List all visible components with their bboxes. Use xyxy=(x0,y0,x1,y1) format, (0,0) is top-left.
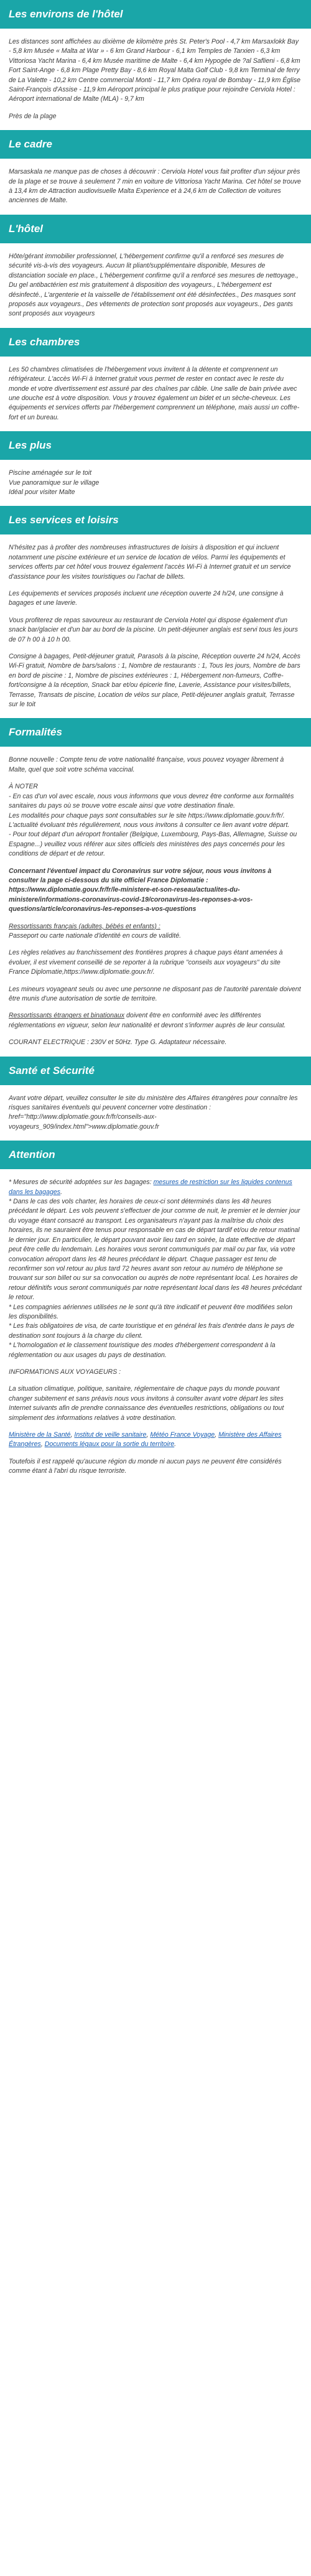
attention-footer: Toutefois il est rappelé qu'aucune région du monde ni aucun pays ne peuvent être considérés comme étant à l'abri du risque terroriste. xyxy=(9,1457,282,1475)
hotel-text: Hôte/gérant immobilier professionnel, L'hébergement confirme qu'il a renforcé ses mesures de sécurité vis-à-vis des voyageurs. Aucun lit pliant/supplémentaire disponible, Mesures de distanciation sociale en place., L'hébergement confirme qu'il a renforcé ses mesures de nettoyage., Du gel antibactérien est mis gratuitement à disposition des voyageurs., L'hébergement est désinfecté., L'argenterie et la vaisselle de l'établissement ont été désinfectées., Des masques sont proposés aux voyageurs., Des vêtements de protection sont proposés aux voyageurs., Des gants sont proposés aux voyageurs xyxy=(9,252,299,318)
section-title-plus: Les plus xyxy=(0,431,311,460)
plus-item: Vue panoramique sur le village xyxy=(9,478,100,487)
section-title-attention: Attention xyxy=(0,1141,311,1169)
formalites-note-1: - En cas d'un vol avec escale, nous vous informons que vous devrez être conforme aux formalités sanitaires du pays où se trouve votre escale ainsi que votre destination finale. xyxy=(9,792,294,810)
attention-bagages-prefix: * Mesures de sécurité adoptées sur les bagages: xyxy=(9,1178,154,1187)
section-hotel xyxy=(0,215,311,319)
section-plus xyxy=(0,431,311,497)
formalites-note-2: Les modalités pour chaque pays sont consultables sur le site https://www.diplomatie.gouv.fr/fr/. L'actualité évoluant très régulièrement, nous vous invitons à consulter ce lien avant votre départ. xyxy=(9,811,290,829)
attention-classification: * L'homologation et le classement touristique des modes d'hébergement correspondent à la réglementation ou aux usages du pays de destination. xyxy=(9,1342,276,1359)
services-text-4: Consigne à bagages, Petit-déjeuner gratuit, Parasols à la piscine, Réception ouverte 24 h/24, Accès Wi-Fi gratuit, Nombre de bars/salons : 1, Nombre de restaurants : 1, Tous les jours, Nombre de bars en bord de piscine : 1, Nombre de piscines extérieures : 1, Hébergement non-fumeurs, Coffre-fort/consigne à la réception, Snack bar et/ou épicerie fine, Laverie, Assistance pour visites/billets, Terrasse, Transats de piscine, Location de vélos sur place, Petit-déjeuner anglais gratuit, Terrasse sur le toit xyxy=(9,653,300,709)
link-meteo-france[interactable]: Météo France Voyage xyxy=(150,1431,215,1439)
environs-beach: Près de la plage xyxy=(9,112,57,120)
section-title-hotel: L'hôtel xyxy=(0,215,311,243)
attention-fees: * Les frais obligatoires de visa, de carte touristique et en général les frais d'entrée dans le pays de destination sont toujours à la charge du client. xyxy=(9,1322,294,1340)
formalites-note-3: - Pour tout départ d'un aéroport frontalier (Belgique, Luxembourg, Pays-Bas, Allemagne, Suisse ou Espagne...) veuillez vous référer aux sites officiels des ministères des pays concernés pour les conditions de départ et de retour. xyxy=(9,831,297,858)
section-title-chambres: Les chambres xyxy=(0,328,311,357)
environs-distances: Les distances sont affichées au dixième de kilomètre près St. Peter's Pool - 4,7 km Marsaxlokk Bay - 5,8 km Musée « Malta at War » - 6 km Grand Harbour - 6,1 km Temples de Tarxien - 6,3 km Vittoriosa Yacht Marina - 6,4 km Musée maritime de Malte - 6,4 km Hypogée de ?al Saflieni - 6,8 km Fort Saint-Ange - 6,8 km Plage Pretty Bay - 8,6 km Royal Malta Golf Club - 9,8 km Terminal de ferry de La Valette - 10,2 km Centre commercial Monti - 11,7 km Opéra royal de Bombay - 11,9 km Église Saint-François d'Assise - 11,9 km Aéroport principal le plus pratique pour rejoindre Cerviola Hotel : Aéroport international de Malte (MLA) - 9,7 km xyxy=(9,38,301,103)
attention-bagages-link[interactable]: mesures de restriction sur les liquides contenus dans les bagages xyxy=(9,1178,292,1196)
attention-bagages-suffix: . xyxy=(60,1188,63,1196)
link-ministere-sante[interactable]: Ministère de la Santé xyxy=(9,1431,71,1439)
formalites-borders: Les règles relatives au franchissement des frontières propres à chaque pays étant amenées à évoluer, il est vivement conseillé de se reporter à la rubrique "conseils aux voyageurs" du site France Diplomatie,https://www.diplomatie.gouv.fr/. xyxy=(9,949,283,976)
services-text-1: N'hésitez pas à profiter des nombreuses infrastructures de loisirs à disposition et qui incluent notamment une piscine extérieure et un service de location de vélos. Parmi les équipements et services offerts par cet hôtel vous trouvez également l'accès Wi-Fi à Internet gratuit et un service d'assistance pour les visites touristiques ou l'achat de billets. xyxy=(9,544,291,581)
chambres-text: Les 50 chambres climatisées de l'hébergement vous invitent à la détente et comprennent un réfrigérateur. L'accès Wi-Fi à Internet gratuit vous permet de rester en contact avec le reste du monde et votre divertissement est assuré par des chaînes par câble. Une salle de bain privée avec une douche est à votre disposition. Vous y trouvez également un bidet et un sèche-cheveux. Les équipements et services offerts par l'hébergement comprennent un téléphone, mais aussi un coffre-fort et un bureau. xyxy=(9,365,300,421)
formalites-foreign-text: doivent être en conformité avec les différentes réglementations en vigueur, selon leur nationalité et devront s'informer auprès de leur consulat. xyxy=(9,1012,286,1029)
section-title-formalites: Formalités xyxy=(0,718,311,747)
formalites-covid-notice: Concernant l'éventuel impact du Coronavirus sur votre séjour, nous vous invitons à consulter la page ci-dessous du site officiel France Diplomatie : https://www.diplomatie.gouv.fr/fr/le-ministere-et-son-reseau/actualites-du-ministere/informations-coronavirus-covid-19/coronavirus-les-reponses-a-vos-questions/article/coronavirus-les-reponses-a-vos-questions xyxy=(9,867,272,913)
link-documents-legaux[interactable]: Documents légaux pour la sortie du territoire xyxy=(44,1440,175,1449)
attention-info-text: La situation climatique, politique, sanitaire, réglementaire de chaque pays du monde pouvant changer subitement et sans préavis nous vous invitons à consulter avant votre départ les sites Internet suivants afin de prendre connaissance des éventuelles restrictions, obligations ou tout simplement des informations relatives à votre destination. xyxy=(9,1385,284,1422)
formalites-minors: Les mineurs voyageant seuls ou avec une personne ne disposant pas de l'autorité parentale doivent être munis d'une autorisation de sortie de territoire. xyxy=(9,985,301,1002)
attention-companies: * Les compagnies aériennes utilisées ne le sont qu'à titre indicatif et peuvent être modifiées selon les disponibilités. xyxy=(9,1303,293,1320)
sante-text: Avant votre départ, veuillez consulter le site du ministère des Affaires étrangères pour connaître les risques sanitaires éventuels qui peuvent concerner votre destination : href="http://www.diplomatie.gouv.fr/fr/conseils-aux-voyageurs_909/index.html">www.diplomatie.gouv.fr xyxy=(9,1094,298,1131)
section-formalites xyxy=(0,718,311,1047)
formalites-note-title: À NOTER xyxy=(9,783,39,791)
section-title-services: Les services et loisirs xyxy=(0,506,311,534)
section-services xyxy=(0,506,311,709)
link-veille-sanitaire[interactable]: Institut de veille sanitaire xyxy=(74,1431,147,1439)
section-title-sante: Santé et Sécurité xyxy=(0,1057,311,1085)
link-affaires-etrangeres[interactable]: Ministère des Affaires Étrangères xyxy=(9,1431,282,1449)
plus-item: Idéal pour visiter Malte xyxy=(9,488,75,496)
attention-charter: * Dans le cas des vols charter, les horaires de ceux-ci sont déterminés dans les 48 heures précédant le départ. Les vols peuvent s'effectuer de jour comme de nuit, le premier et le dernier jour du voyage étant consacré au transport. Les organisateurs n'ayant pas la maîtrise du choix des horaires, ils ne sauraient être tenus pour responsable en cas de départ tardif et/ou de retour matinal le dernier jour. En particulier, le départ pouvant avoir lieu tard en soirée, la date effective de départ peut être celle du lendemain. Les horaires vous seront communiqués par mail ou par fax, via votre convocation aéroport dans les 48 heures précédant le départ. Chaque passager est tenu de reconfirmer son vol retour au plus tard 72 heures avant son retour au numéro de téléphone se trouvant sur son billet ou sur sa convocation ou auprès de notre représentant local. Les horaires de retour définitifs vous seront communiqués par notre représentant local dans les 48 heures précédant le retour. xyxy=(9,1198,302,1302)
section-attention: Attention * Mesures de sécurité adoptées sur les bagages: mesures de restriction sur les liquides contenus dans les bagages. * Dans le cas des vols charter, les horaires de ceux-ci sont déterminés dans les 48 heures précédant le départ. Les vols peuvent s'effectuer de jour comme de nuit, le premier et le dernier jour du voyage étant consacré au transport. Les organisateurs n'ayant pas la maîtrise du choix des horaires, ils ne sauraient être tenus pour responsable en cas de départ tardif et/ou de retour matinal le dernier jour. En particulier, le départ pouvant avoir lieu tard en soirée, la date effective de départ peut être celle du lendemain. Les horaires vous seront communiqués par mail ou par fax, via votre convocation aéroport dans les 48 heures précédant le départ. Chaque passager est tenu de reconfirmer son vol retour au plus tard 72 heures avant son retour au numéro de téléphone se trouvant sur son billet ou sur sa convocation ou auprès de notre représentant local. Les horaires de retour définitifs vous seront communiqués par notre représentant local dans les 48 heures précédant le retour. * Les compagnies aériennes utilisées ne le sont qu'à titre indicatif et peuvent être modifiées selon les disponibilités. * Les frais obligatoires de visa, de carte touristique et en général les frais d'entrée dans le pays de destination sont toujours à la charge du client. * L'homologation et le classement touristique des modes d'hébergement correspondent à la réglementation ou aux usages du pays de destination. INFORMATIONS AUX VOYAGEURS : La situation climatique, politique, sanitaire, réglementaire de chaque pays du monde pouvant changer subitement et sans préavis nous vous invitons à consulter avant votre départ les sites Internet suivants afin de prendre connaissance des éventuelles restrictions, obligations ou tout simplement des informations relatives à votre destination. Ministère de la Santé, Institut de veille sanitaire, Météo France Voyage, Ministère des Affaires Étrangères, Documents légaux pour la sortie du territoire. Toutefois il est rappelé qu'aucune région du monde ni aucun pays ne peuvent être considérés comme étant à l'abri du risque terroriste. xyxy=(0,1141,311,1476)
formalites-foreign-title: Ressortissants étrangers et binationaux xyxy=(9,1012,125,1020)
formalites-french-text: Passeport ou carte nationale d'identité en cours de validité. xyxy=(9,931,182,940)
section-title-cadre: Le cadre xyxy=(0,130,311,159)
section-title-environs: Les environs de l'hôtel xyxy=(0,0,311,29)
section-chambres xyxy=(0,328,311,422)
cadre-text: Marsaskala ne manque pas de choses à découvrir : Cerviola Hotel vous fait profiter d'un séjour près de la plage et se trouve à seulement 7 min en voiture de Vittoriosa Yacht Marina. Cet hôtel se trouve à 13,4 km de Attraction audiovisuelle Malta Experience et à 24,6 km de Collection de voitures anciennes de Malte. xyxy=(9,168,301,205)
formalites-french-title: Ressortissants français (adultes, bébés et enfants) : xyxy=(9,922,160,930)
services-text-2: Les équipements et services proposés incluent une réception ouverte 24 h/24, une consigne à bagages et une laverie. xyxy=(9,590,284,607)
section-cadre xyxy=(0,130,311,206)
formalites-intro: Bonne nouvelle : Compte tenu de votre nationalité française, vous pouvez voyager librement à Malte, quel que soit votre schéma vaccinal. xyxy=(9,756,284,773)
section-environs xyxy=(0,0,311,121)
formalites-electric: COURANT ELECTRIQUE : 230V et 50Hz. Type G. Adaptateur nécessaire. xyxy=(9,1038,227,1047)
section-sante xyxy=(0,1057,311,1132)
services-text-3: Vous profiterez de repas savoureux au restaurant de Cerviola Hotel qui dispose également d'un snack bar/glacier et d'un bar au bord de la piscine. Un petit-déjeuner anglais est servi tous les jours de 07 h 00 à 10 h 00. xyxy=(9,616,298,643)
attention-info-title: INFORMATIONS AUX VOYAGEURS : xyxy=(9,1368,121,1376)
plus-item: Piscine aménagée sur le toit xyxy=(9,469,92,477)
